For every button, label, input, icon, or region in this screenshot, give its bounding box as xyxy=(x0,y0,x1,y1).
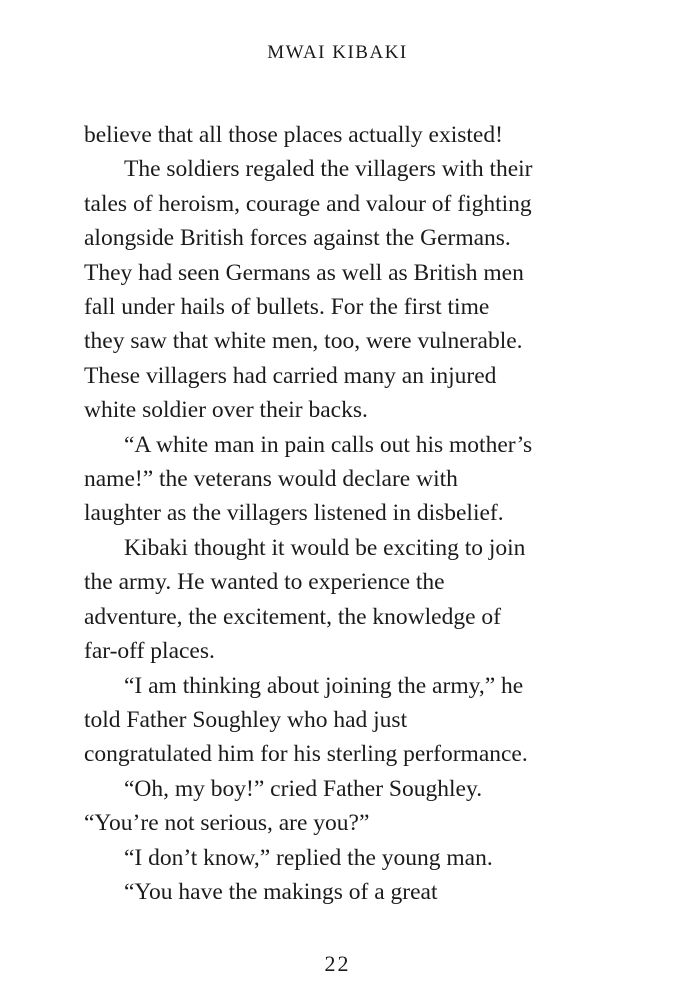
text-line: “I am thinking about joining the army,” he xyxy=(124,672,524,699)
text-line: white soldier over their backs. xyxy=(84,397,368,424)
text-line: congratulated him for his sterling performance. xyxy=(84,741,528,768)
text-line: “You have the makings of a great xyxy=(124,878,438,905)
text-line: They had seen Germans as well as British men xyxy=(84,259,524,286)
text-line: name!” the veterans would declare with xyxy=(84,466,458,493)
text-line: tales of heroism, courage and valour of fighting xyxy=(84,190,532,217)
text-line: Kibaki thought it would be exciting to join xyxy=(124,534,526,561)
text-line: These villagers had carried many an injured xyxy=(84,362,497,389)
page-number: 22 xyxy=(324,951,351,976)
text-line: “You’re not serious, are you?” xyxy=(84,810,370,837)
text-line: adventure, the excitement, the knowledge of xyxy=(84,603,501,630)
text-line: they saw that white men, too, were vulnerable. xyxy=(84,328,523,355)
running-head: MWAI KIBAKI xyxy=(267,42,408,63)
text-line: “A white man in pain calls out his mother’s xyxy=(124,431,533,458)
page-body xyxy=(84,118,594,909)
text-line: far-off places. xyxy=(84,638,215,665)
text-line: fall under hails of bullets. For the first time xyxy=(84,294,490,321)
text-line: the army. He wanted to experience the xyxy=(84,569,445,596)
text-line: “Oh, my boy!” cried Father Soughley. xyxy=(124,775,483,802)
text-line: alongside British forces against the Germans. xyxy=(84,225,511,252)
text-line: laughter as the villagers listened in disbelief. xyxy=(84,500,504,527)
text-line: “I don’t know,” replied the young man. xyxy=(124,844,493,871)
text-line: told Father Soughley who had just xyxy=(84,706,408,733)
text-line: believe that all those places actually existed! xyxy=(84,122,503,148)
text-line: The soldiers regaled the villagers with their xyxy=(124,156,533,183)
